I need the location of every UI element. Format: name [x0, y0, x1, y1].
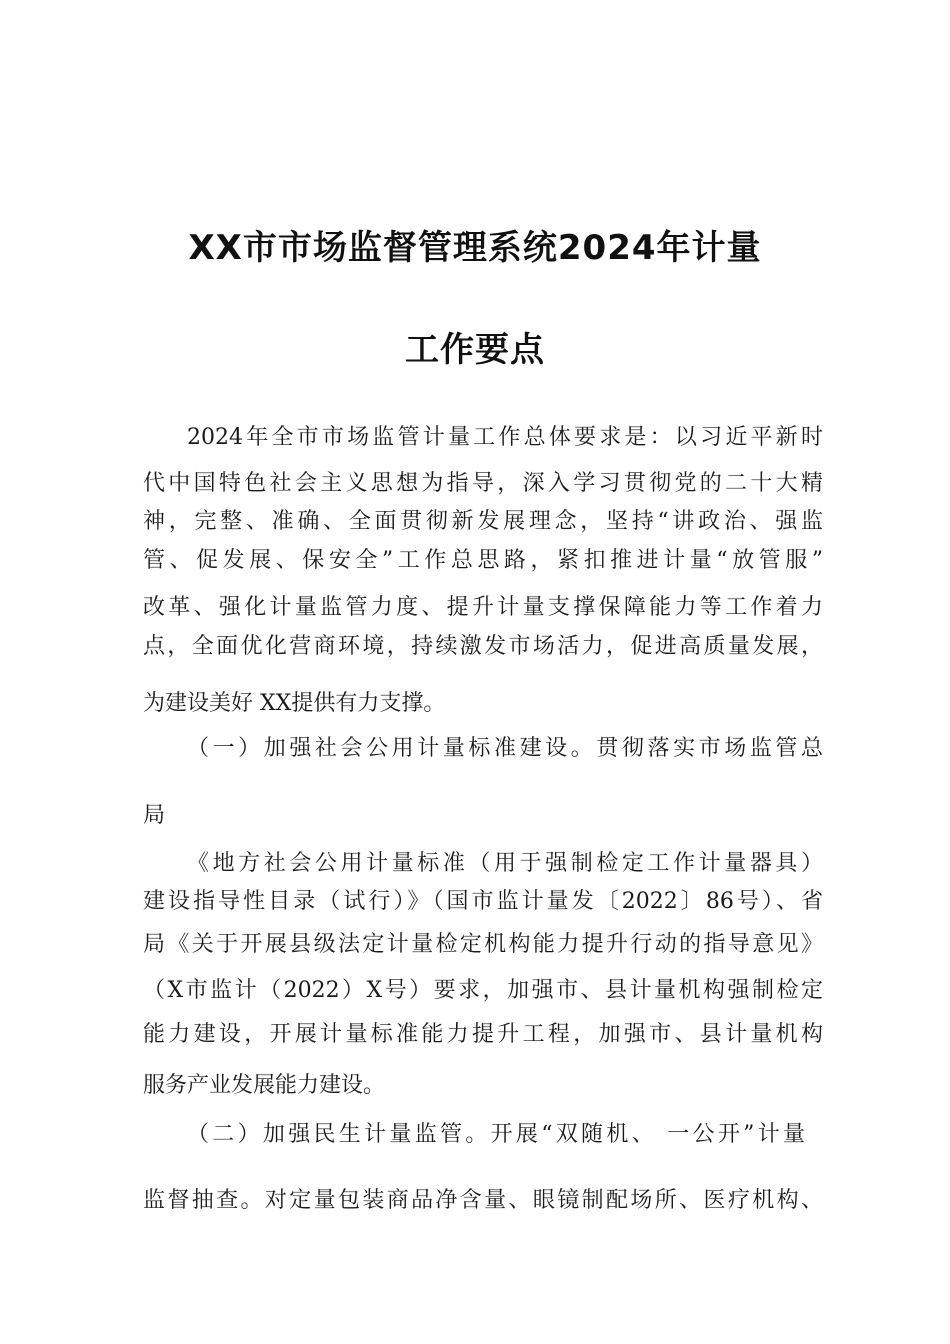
body-line: 代中国特色社会主义思想为指导，深入学习贯彻党的二十大精 — [143, 471, 823, 496]
body-line: 2024年全市市场监管计量工作总体要求是：以习近平新时 — [187, 425, 823, 450]
body-line: （X市监计（2022）X号）要求，加强市、县计量机构强制检定 — [143, 978, 823, 1003]
body-line: 局《关于开展县级法定计量检定机构能力提升行动的指导意见》 — [143, 932, 823, 957]
body-line: 建设指导性目录（试行）》（国市监计量发〔2022〕86号）、省 — [143, 889, 823, 914]
section-heading-line: （一）加强社会公用计量标准建设。贯彻落实市场监管总 — [187, 736, 823, 761]
body-line: 服务产业发展能力建设。 — [143, 1073, 386, 1098]
body-line: 神，完整、准确、全面贯彻新发展理念，坚持“讲政治、强监 — [143, 509, 823, 534]
body-line: 为建设美好 XX提供有力支撑。 — [143, 691, 446, 716]
section-heading-line: （二）加强民生计量监管。开展“双随机、 一公开”计量 — [187, 1122, 805, 1147]
body-line: 局 — [143, 803, 166, 828]
body-line: 监督抽查。对定量包装商品净含量、眼镜制配场所、医疗机构、 — [143, 1188, 823, 1213]
body-line: 点，全面优化营商环境，持续激发市场活力，促进高质量发展， — [143, 634, 823, 659]
document-title-line-2: 工作要点 — [405, 330, 545, 370]
body-line: 能力建设，开展计量标准能力提升工程，加强市、县计量机构 — [143, 1022, 823, 1047]
body-line: 《地方社会公用计量标准（用于强制检定工作计量器具） — [187, 851, 823, 876]
document-title-line-1: XX市市场监督管理系统2024年计量 — [188, 228, 762, 268]
body-line: 管、促发展、保安全”工作总思路，紧扣推进计量“放管服” — [143, 548, 823, 573]
body-line: 改革、强化计量监管力度、提升计量支撑保障能力等工作着力 — [143, 595, 823, 620]
